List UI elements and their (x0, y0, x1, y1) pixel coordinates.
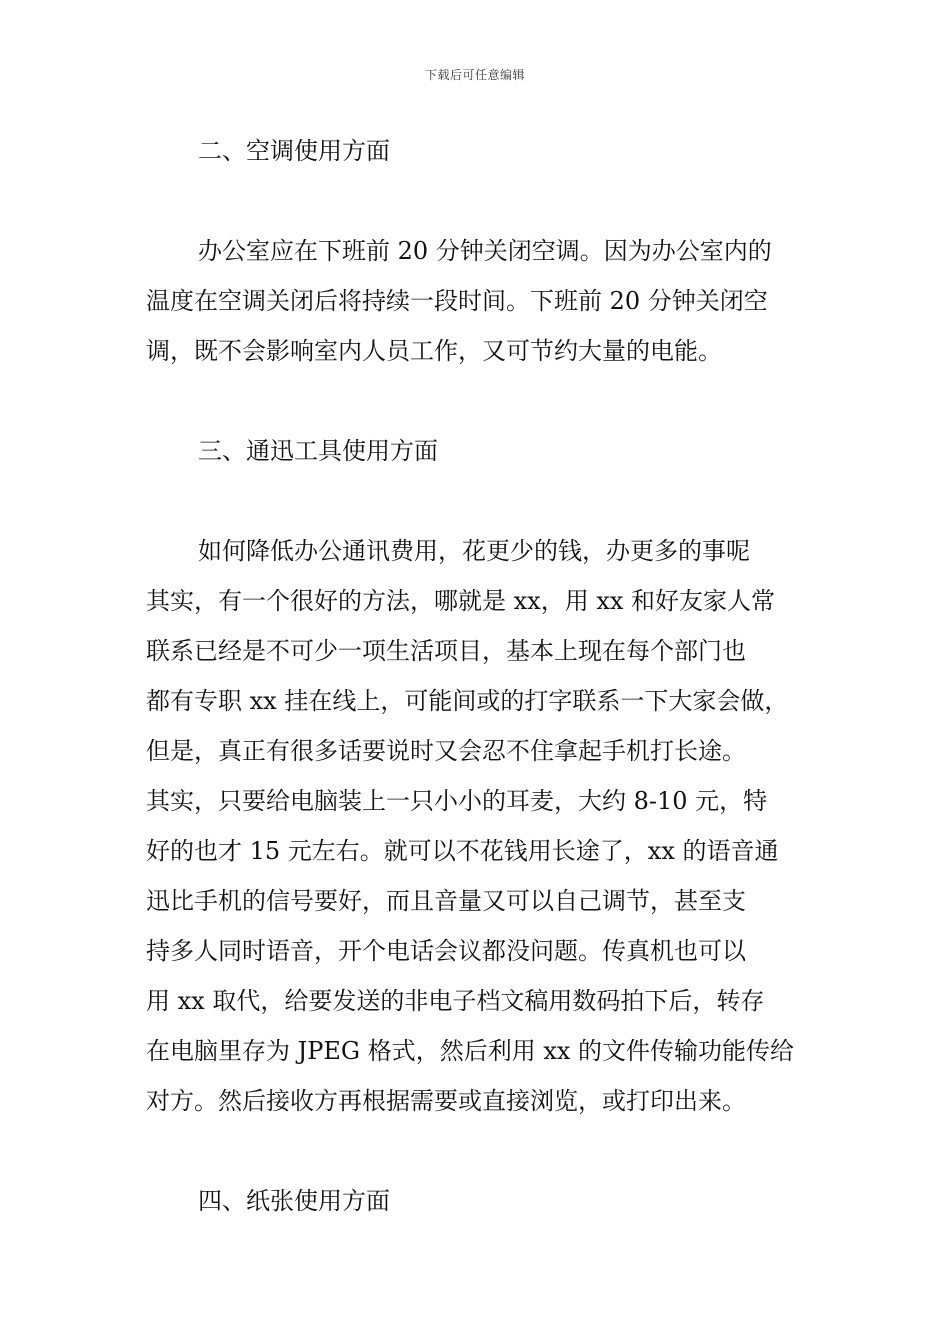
paragraph-line: 迅比手机的信号要好，而且音量又可以自己调节，甚至支 (146, 887, 746, 915)
paragraph-line: 都有专职 xx 挂在线上，可能间或的打字联系一下大家会做， (146, 687, 789, 715)
paragraph-line: 其实，只要给电脑装上一只小小的耳麦，大约 8-10 元，特 (146, 787, 768, 815)
paragraph-line: 调，既不会影响室内人员工作，又可节约大量的电能。 (146, 337, 722, 365)
paragraph-line: 好的也才 15 元左右。就可以不花钱用长途了，xx 的语音通 (146, 837, 779, 865)
section-heading-air-conditioning: 二、空调使用方面 (198, 137, 390, 165)
paragraph-air-conditioning (146, 226, 836, 376)
paragraph-communication-tools (146, 526, 836, 1126)
paragraph-line: 持多人同时语音，开个电话会议都没问题。传真机也可以 (146, 937, 746, 965)
paragraph-line: 办公室应在下班前 20 分钟关闭空调。因为办公室内的 (198, 237, 772, 265)
paragraph-line: 对方。然后接收方再根据需要或直接浏览，或打印出来。 (146, 1087, 746, 1115)
section-spacer (146, 176, 836, 226)
section-spacer (146, 1126, 836, 1176)
section-heading-communication-tools: 三、通迅工具使用方面 (198, 437, 438, 465)
paragraph-line: 在电脑里存为 JPEG 格式，然后利用 xx 的文件传输功能传给 (146, 1037, 795, 1065)
paragraph-line: 联系已经是不可少一项生活项目，基本上现在每个部门也 (146, 637, 746, 665)
paragraph-line: 温度在空调关闭后将持续一段时间。下班前 20 分钟关闭空 (146, 287, 768, 315)
paragraph-line: 用 xx 取代，给要发送的非电子档文稿用数码拍下后，转存 (146, 987, 765, 1015)
section-spacer (146, 476, 836, 526)
section-heading-paper-usage: 四、纸张使用方面 (198, 1187, 390, 1215)
paragraph-line: 但是，真正有很多话要说时又会忍不住拿起手机打长途。 (146, 737, 746, 765)
document-body (146, 126, 836, 1226)
paragraph-line: 其实，有一个很好的方法，哪就是 xx，用 xx 和好友家人常 (146, 587, 776, 615)
paragraph-line: 如何降低办公通讯费用，花更少的钱，办更多的事呢 (198, 537, 750, 565)
section-spacer (146, 376, 836, 426)
page-header-note: 下载后可任意编辑 (424, 68, 525, 82)
